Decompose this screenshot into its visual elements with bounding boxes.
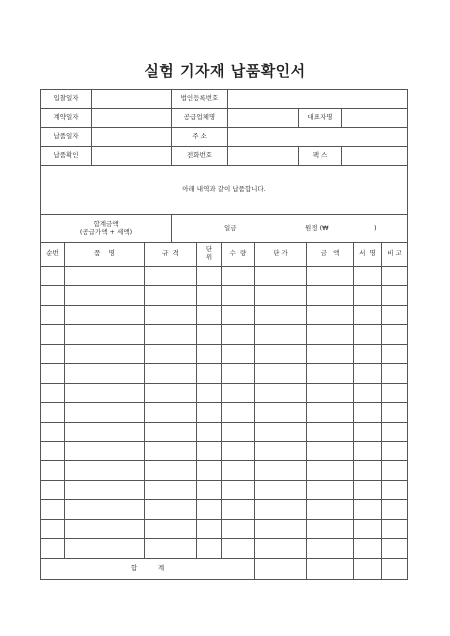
col-spec: 규 격	[145, 242, 197, 267]
cell-sign[interactable]	[354, 403, 382, 422]
cell-item[interactable]	[65, 383, 145, 402]
cell-unit[interactable]	[197, 461, 222, 480]
cell-price[interactable]	[255, 325, 307, 344]
cell-note[interactable]	[382, 344, 408, 363]
cell-item[interactable]	[65, 519, 145, 538]
cell-note[interactable]	[382, 422, 408, 441]
table-row	[41, 344, 408, 363]
cell-price[interactable]	[255, 480, 307, 499]
cell-amount[interactable]	[307, 383, 354, 402]
cell-qty[interactable]	[222, 422, 255, 441]
column-header-row	[41, 242, 408, 267]
cell-item[interactable]	[65, 305, 145, 324]
table-row	[41, 305, 408, 324]
cell-no[interactable]	[41, 325, 65, 344]
cell-spec[interactable]	[145, 422, 197, 441]
cell-no[interactable]	[41, 286, 65, 305]
cell-spec[interactable]	[145, 403, 197, 422]
table-row	[41, 286, 408, 305]
table-row	[41, 519, 408, 538]
cell-sign[interactable]	[354, 461, 382, 480]
cell-amount[interactable]	[307, 344, 354, 363]
cell-unit[interactable]	[197, 364, 222, 383]
cell-note[interactable]	[382, 286, 408, 305]
cell-qty[interactable]	[222, 305, 255, 324]
cell-no[interactable]	[41, 403, 65, 422]
cell-amount[interactable]	[307, 286, 354, 305]
phone-label: 전화번호	[172, 147, 228, 166]
table-row	[41, 461, 408, 480]
cell-unit[interactable]	[197, 325, 222, 344]
cell-qty[interactable]	[222, 344, 255, 363]
cell-sign[interactable]	[354, 267, 382, 286]
cell-no[interactable]	[41, 480, 65, 499]
cell-unit[interactable]	[197, 344, 222, 363]
cell-no[interactable]	[41, 539, 65, 558]
bid-date-field[interactable]	[92, 90, 172, 109]
cell-price[interactable]	[255, 539, 307, 558]
cell-item[interactable]	[65, 441, 145, 460]
cell-item[interactable]	[65, 325, 145, 344]
cell-note[interactable]	[382, 305, 408, 324]
table-row	[41, 403, 408, 422]
supplier-field[interactable]	[228, 109, 299, 128]
cell-spec[interactable]	[145, 364, 197, 383]
cell-amount[interactable]	[307, 461, 354, 480]
cell-price[interactable]	[255, 403, 307, 422]
cell-spec[interactable]	[145, 286, 197, 305]
cell-note[interactable]	[382, 539, 408, 558]
cell-sign[interactable]	[354, 422, 382, 441]
cell-no[interactable]	[41, 422, 65, 441]
table-row	[41, 539, 408, 558]
table-row	[41, 500, 408, 519]
cell-note[interactable]	[382, 383, 408, 402]
notice-text: 아래 내역과 같이 납품합니다.	[41, 166, 408, 215]
contract-date-field[interactable]	[92, 109, 172, 128]
cell-note[interactable]	[382, 364, 408, 383]
cell-price[interactable]	[255, 305, 307, 324]
phone-field[interactable]	[228, 147, 299, 166]
cell-item[interactable]	[65, 422, 145, 441]
cell-price[interactable]	[255, 344, 307, 363]
cell-item[interactable]	[65, 461, 145, 480]
cell-sign[interactable]	[354, 364, 382, 383]
cell-amount[interactable]	[307, 539, 354, 558]
cell-qty[interactable]	[222, 286, 255, 305]
col-sign: 서 명	[354, 242, 382, 267]
delivery-date-field[interactable]	[92, 128, 172, 147]
cell-sign[interactable]	[354, 305, 382, 324]
cell-sign[interactable]	[354, 539, 382, 558]
cell-item[interactable]	[65, 267, 145, 286]
cell-price[interactable]	[255, 519, 307, 538]
cell-item[interactable]	[65, 480, 145, 499]
cell-qty[interactable]	[222, 461, 255, 480]
cell-price[interactable]	[255, 441, 307, 460]
cell-no[interactable]	[41, 461, 65, 480]
delivery-confirm-label: 납품확인	[41, 147, 92, 166]
cell-sign[interactable]	[354, 519, 382, 538]
cell-spec[interactable]	[145, 500, 197, 519]
cell-amount[interactable]	[307, 519, 354, 538]
col-unit-line2: 위	[205, 253, 213, 261]
cell-item[interactable]	[65, 286, 145, 305]
total-amount-label	[41, 215, 172, 243]
cell-no[interactable]	[41, 441, 65, 460]
cell-price[interactable]	[255, 383, 307, 402]
cell-unit[interactable]	[197, 267, 222, 286]
cell-price[interactable]	[255, 461, 307, 480]
cell-no[interactable]	[41, 519, 65, 538]
table-row	[41, 383, 408, 402]
sum-price-field[interactable]	[255, 558, 307, 579]
cell-amount[interactable]	[307, 305, 354, 324]
cell-item[interactable]	[65, 500, 145, 519]
cell-note[interactable]	[382, 500, 408, 519]
sum-amount-field[interactable]	[307, 558, 354, 579]
sum-note-field[interactable]	[382, 558, 408, 579]
fax-field[interactable]	[342, 147, 408, 166]
cell-amount[interactable]	[307, 422, 354, 441]
cell-price[interactable]	[255, 500, 307, 519]
cell-amount[interactable]	[307, 441, 354, 460]
cell-note[interactable]	[382, 480, 408, 499]
cell-spec[interactable]	[145, 441, 197, 460]
cell-qty[interactable]	[222, 441, 255, 460]
cell-no[interactable]	[41, 305, 65, 324]
cell-price[interactable]	[255, 422, 307, 441]
cell-qty[interactable]	[222, 325, 255, 344]
cell-qty[interactable]	[222, 267, 255, 286]
header-info-table	[40, 89, 408, 243]
ceo-field[interactable]	[342, 109, 408, 128]
col-unit	[197, 242, 222, 267]
cell-note[interactable]	[382, 267, 408, 286]
cell-no[interactable]	[41, 383, 65, 402]
table-row	[41, 441, 408, 460]
cell-spec[interactable]	[145, 325, 197, 344]
cell-note[interactable]	[382, 519, 408, 538]
delivery-date-label: 납품일자	[41, 128, 92, 147]
address-label: 주 소	[172, 128, 228, 147]
cell-note[interactable]	[382, 325, 408, 344]
total-label-line2: (공급가액 + 세액)	[79, 227, 133, 236]
table-row	[41, 267, 408, 286]
cell-note[interactable]	[382, 441, 408, 460]
cell-no[interactable]	[41, 344, 65, 363]
col-note: 비 고	[382, 242, 408, 267]
bid-date-label: 입찰일자	[41, 90, 92, 109]
table-row	[41, 480, 408, 499]
supplier-label: 공급업체명	[172, 109, 228, 128]
table-row	[41, 364, 408, 383]
cell-unit[interactable]	[197, 422, 222, 441]
cell-spec[interactable]	[145, 383, 197, 402]
cell-unit[interactable]	[197, 286, 222, 305]
cell-sign[interactable]	[354, 441, 382, 460]
cell-unit[interactable]	[197, 539, 222, 558]
cell-sign[interactable]	[354, 286, 382, 305]
delivery-confirm-field[interactable]	[92, 147, 172, 166]
table-row	[41, 422, 408, 441]
cell-qty[interactable]	[222, 500, 255, 519]
cell-qty[interactable]	[222, 539, 255, 558]
total-text-right: 원정 (₩ )	[305, 224, 377, 232]
cell-qty[interactable]	[222, 519, 255, 538]
cell-qty[interactable]	[222, 480, 255, 499]
ceo-label: 대표자명	[299, 109, 342, 128]
cell-spec[interactable]	[145, 305, 197, 324]
total-label-line1: 합계금액	[93, 219, 119, 228]
cell-unit[interactable]	[197, 480, 222, 499]
cell-item[interactable]	[65, 539, 145, 558]
cell-sign[interactable]	[354, 344, 382, 363]
corp-reg-label: 법인등록번호	[172, 90, 228, 109]
address-field[interactable]	[228, 128, 408, 147]
cell-spec[interactable]	[145, 344, 197, 363]
cell-amount[interactable]	[307, 267, 354, 286]
cell-qty[interactable]	[222, 403, 255, 422]
cell-note[interactable]	[382, 403, 408, 422]
cell-unit[interactable]	[197, 519, 222, 538]
cell-price[interactable]	[255, 286, 307, 305]
col-no: 순번	[41, 242, 65, 267]
cell-sign[interactable]	[354, 500, 382, 519]
cell-sign[interactable]	[354, 480, 382, 499]
sum-sign-field[interactable]	[354, 558, 382, 579]
cell-spec[interactable]	[145, 480, 197, 499]
items-table	[40, 242, 408, 580]
cell-note[interactable]	[382, 461, 408, 480]
sum-row	[41, 558, 408, 579]
cell-amount[interactable]	[307, 325, 354, 344]
cell-no[interactable]	[41, 500, 65, 519]
cell-amount[interactable]	[307, 403, 354, 422]
cell-amount[interactable]	[307, 500, 354, 519]
cell-unit[interactable]	[197, 383, 222, 402]
cell-unit[interactable]	[197, 305, 222, 324]
total-amount-field[interactable]	[172, 215, 408, 243]
cell-item[interactable]	[65, 344, 145, 363]
cell-amount[interactable]	[307, 364, 354, 383]
cell-sign[interactable]	[354, 325, 382, 344]
col-item: 품 명	[65, 242, 145, 267]
cell-amount[interactable]	[307, 480, 354, 499]
cell-price[interactable]	[255, 267, 307, 286]
cell-unit[interactable]	[197, 500, 222, 519]
fax-label: 팩 스	[299, 147, 342, 166]
cell-item[interactable]	[65, 403, 145, 422]
sum-label: 합 계	[41, 558, 255, 579]
cell-spec[interactable]	[145, 267, 197, 286]
cell-no[interactable]	[41, 267, 65, 286]
document-title: 실험 기자재 납품확인서	[144, 62, 306, 80]
cell-spec[interactable]	[145, 519, 197, 538]
cell-sign[interactable]	[354, 383, 382, 402]
col-price: 단 가	[255, 242, 307, 267]
cell-unit[interactable]	[197, 441, 222, 460]
col-unit-line1: 단	[205, 245, 213, 254]
corp-reg-field[interactable]	[228, 90, 408, 109]
cell-no[interactable]	[41, 364, 65, 383]
cell-qty[interactable]	[222, 383, 255, 402]
cell-spec[interactable]	[145, 539, 197, 558]
cell-spec[interactable]	[145, 461, 197, 480]
col-amount: 금 액	[307, 242, 354, 267]
cell-unit[interactable]	[197, 403, 222, 422]
table-row	[41, 325, 408, 344]
col-qty: 수 량	[222, 242, 255, 267]
cell-price[interactable]	[255, 364, 307, 383]
cell-qty[interactable]	[222, 364, 255, 383]
contract-date-label: 계약일자	[41, 109, 92, 128]
cell-item[interactable]	[65, 364, 145, 383]
total-text-left: 일금	[224, 224, 237, 232]
